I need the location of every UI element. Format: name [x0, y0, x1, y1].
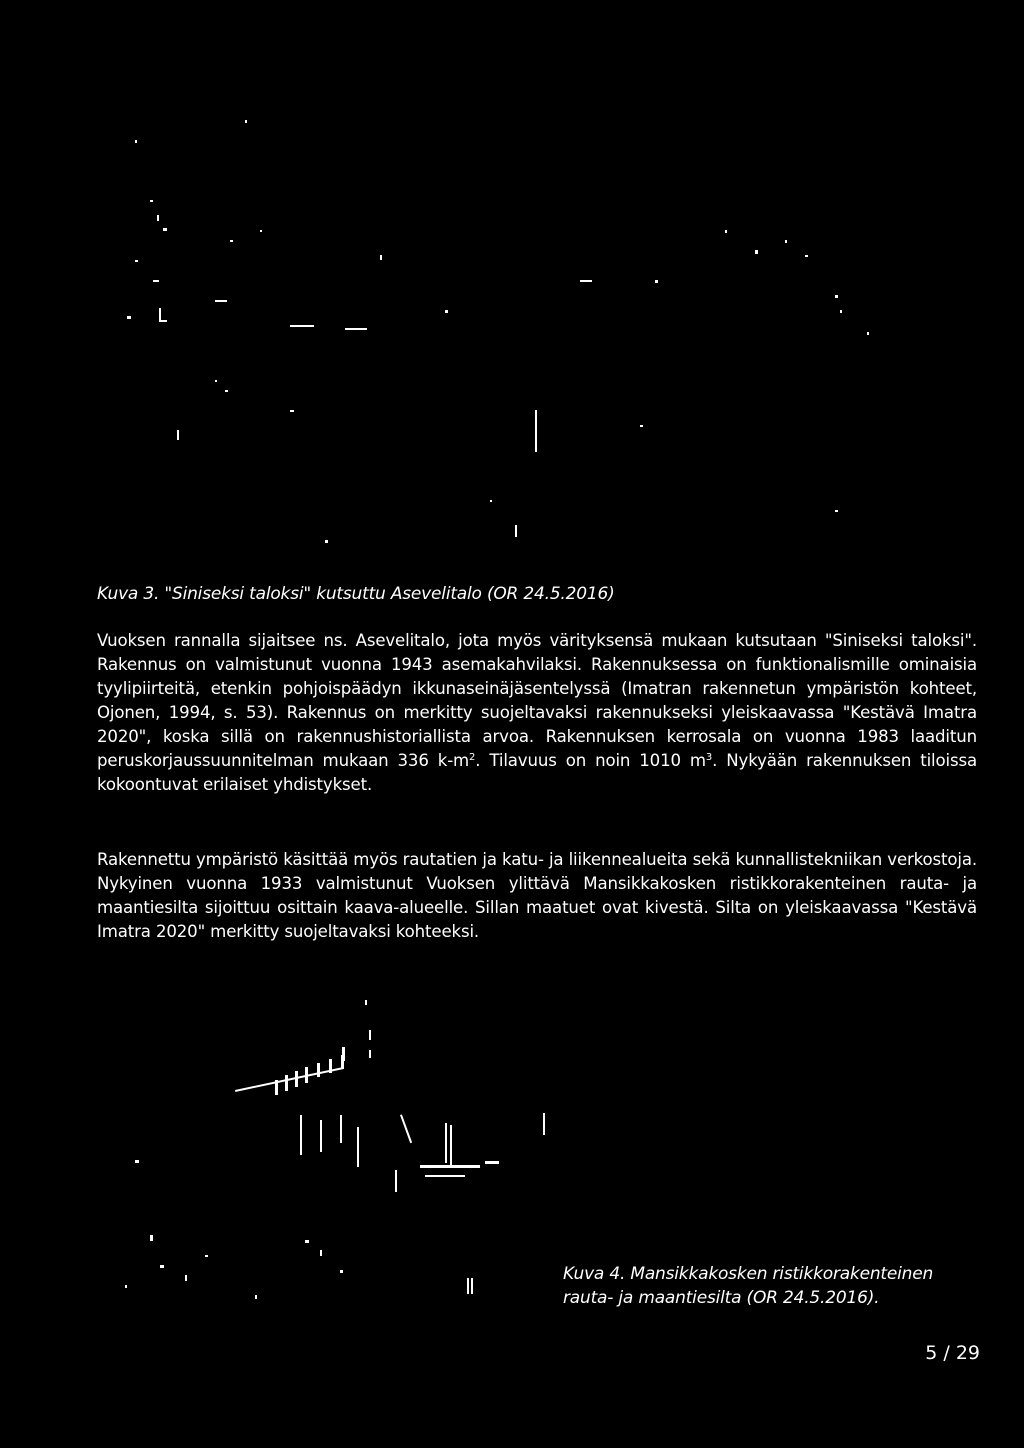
bridge-photo: [95, 995, 570, 1325]
bridge-image: [95, 995, 570, 1325]
figure-caption: Kuva 3. "Siniseksi taloksi" kutsuttu Asevelitalo (OR 24.5.2016): [97, 584, 615, 604]
body-paragraph: Vuoksen rannalla sijaitsee ns. Asevelitalo, jota myös värityksensä mukaan kutsutaan "Siniseksi taloksi". Rakennus on valmistunut vuonna 1943 asemakahvilaksi. Rakennuksessa on funktionalismille ominaisia tyylipiirteitä, etenkin pohjoispäädyn ikkunaseinäjäsentelyssä (Imatran rakennetun ympäristön kohteet, Ojonen, 1994, s. 53). Rakennus on merkitty suojeltavaksi rakennukseksi yleiskaavassa "Kestävä Imatra 2020", koska sillä on rakennushistoriallista arvoa. Rakennuksen kerrosala on vuonna 1983 laaditun peruskorjaussuunnitelman mukaan 336 $k-m^2$. Tilavuus on noin 1010 $m^3$. Nykyään rakennuksen tiloissa kokoontuvat erilaiset yhdistykset.: [97, 631, 977, 794]
body-paragraph: Rakennettu ympäristö käsittää myös rautatien ja katu- ja liikennealueita sekä kunnallistekniikan verkostoja. Nykyinen vuonna 1933 valmistunut Vuoksen ylittävä Mansikkakosken ristikkorakenteinen rauta- ja maantiesilta sijoittuu osittain kaava-alueelle. Sillan maatuet ovat kivestä. Silta on yleiskaavassa "Kestävä Imatra 2020" merkitty suojeltavaksi kohteeksi.: [97, 850, 977, 941]
asevelitalo-image: [95, 80, 895, 560]
page-number: 5 / 29: [925, 1342, 980, 1364]
asevelitalo-photo: [95, 80, 895, 560]
figure-caption: Kuva 4. Mansikkakosken ristikkorakenteinen rauta- ja maantiesilta (OR 24.5.2016).: [563, 1264, 934, 1308]
